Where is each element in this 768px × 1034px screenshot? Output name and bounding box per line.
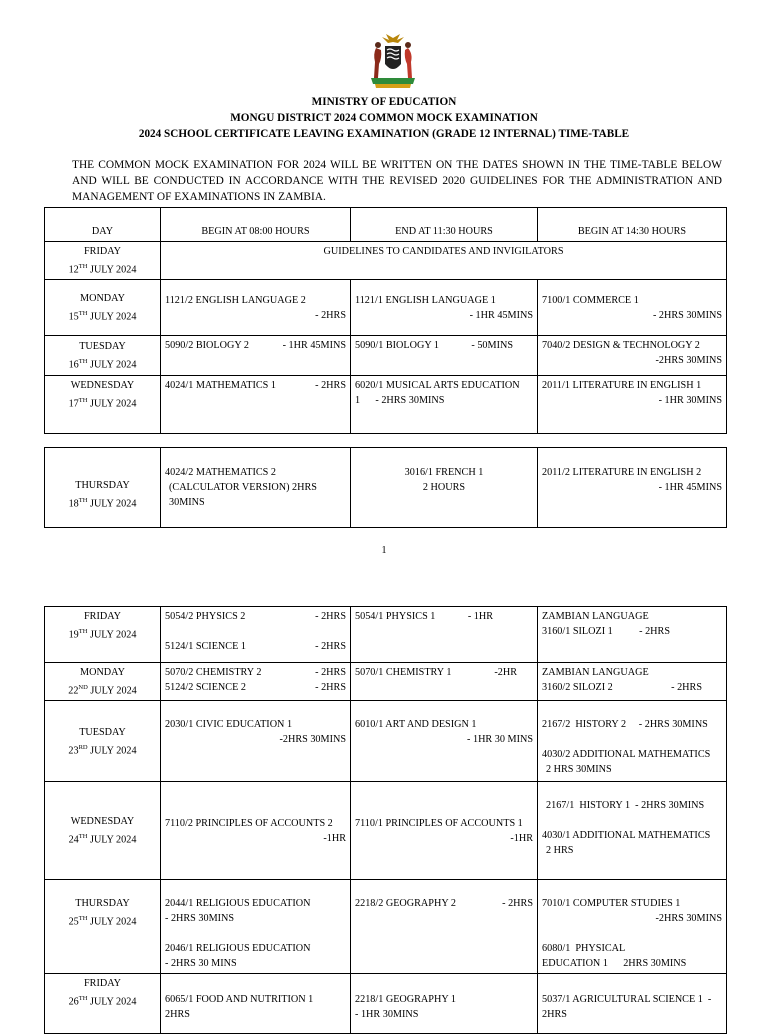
exam-duration: -1HR xyxy=(323,832,346,844)
day-name: THURSDAY xyxy=(75,479,130,491)
timetable-table-3 xyxy=(44,606,727,1034)
exam-cell xyxy=(351,880,538,974)
exam-title: 6010/1 ART AND DESIGN 1 xyxy=(355,719,477,731)
exam-title: 7110/1 PRINCIPLES OF ACCOUNTS 1 xyxy=(355,817,523,829)
exam-cell xyxy=(351,782,538,880)
day-date: 23RD JULY 2024 xyxy=(68,743,137,757)
guidelines-text: GUIDELINES TO CANDIDATES AND INVIGILATORS xyxy=(323,246,564,257)
exam-duration: (CALCULATOR VERSION) 2HRS 30MINS xyxy=(169,482,317,508)
day-cell xyxy=(45,448,161,528)
timetable-title: 2024 SCHOOL CERTIFICATE LEAVING EXAMINATION (GRADE 12 INTERNAL) TIME-TABLE xyxy=(138,128,630,140)
table-row xyxy=(45,607,727,663)
exam-duration: 2HRS xyxy=(165,1009,190,1021)
table-row xyxy=(45,663,727,701)
exam-duration: - 2HRS 30MINS xyxy=(165,913,235,925)
exam-title: ZAMBIAN LANGUAGE xyxy=(542,667,649,678)
day-cell xyxy=(45,336,161,376)
exam-title: 3016/1 FRENCH 1 xyxy=(404,467,484,478)
day-date: 24TH JULY 2024 xyxy=(68,833,137,846)
table-row xyxy=(45,336,727,376)
exam-cell xyxy=(538,336,727,376)
exam-cell xyxy=(351,974,538,1034)
exam-cell xyxy=(538,663,727,701)
exam-cell xyxy=(161,336,351,376)
exam-duration: - 2HRS xyxy=(315,641,346,652)
exam-duration: 2 HRS 30MINS xyxy=(546,764,612,776)
exam-cell xyxy=(351,663,538,701)
exam-duration: - 2HRS 30 MINS xyxy=(165,958,237,970)
exam-cell xyxy=(351,448,538,528)
exam-title: 5054/1 PHYSICS 1 xyxy=(355,611,436,622)
table-row xyxy=(45,974,727,1034)
exam-duration: - 1HR 30 MINS xyxy=(467,734,533,746)
day-cell xyxy=(45,782,161,880)
exam-title: 3160/2 SILOZI 2 xyxy=(542,682,613,693)
exam-title: 4024/2 MATHEMATICS 2 xyxy=(165,467,276,478)
exam-title: 2044/1 RELIGIOUS EDUCATION xyxy=(165,898,311,910)
exam-title: 4030/2 ADDITIONAL MATHEMATICS xyxy=(542,749,711,761)
col-s2-label: END AT 11:30 HOURS xyxy=(395,226,493,237)
day-name: TUESDAY xyxy=(79,341,126,353)
day-cell xyxy=(45,974,161,1034)
day-date: 25TH JULY 2024 xyxy=(68,915,137,928)
exam-title: 5124/2 SCIENCE 2 xyxy=(165,682,246,693)
exam-title: 2046/1 RELIGIOUS EDUCATION xyxy=(165,943,311,955)
exam-title: 2011/2 LITERATURE IN ENGLISH 2 xyxy=(542,467,702,478)
intro-paragraph xyxy=(72,157,722,205)
day-name: FRIDAY xyxy=(84,978,121,990)
exam-title: 7010/1 COMPUTER STUDIES 1 xyxy=(542,898,681,910)
day-cell xyxy=(45,607,161,663)
exam-cell xyxy=(538,280,727,336)
exam-title: 5124/1 SCIENCE 1 xyxy=(165,641,246,652)
table-row xyxy=(45,242,727,280)
exam-duration: -2HRS 30MINS xyxy=(655,913,722,925)
exam-title: 2167/2 HISTORY 2 - 2HRS 30MINS xyxy=(542,719,708,731)
exam-title: 5090/2 BIOLOGY 2 xyxy=(165,340,249,352)
ministry-title: MINISTRY OF EDUCATION xyxy=(311,96,457,108)
exam-title: 6020/1 MUSICAL ARTS EDUCATION xyxy=(355,380,520,392)
exam-duration: - 2HRS xyxy=(671,682,702,693)
exam-duration: -2HRS 30MINS xyxy=(655,355,722,367)
exam-cell xyxy=(351,336,538,376)
exam-duration: - 2HRS xyxy=(315,667,346,678)
exam-duration: 2HRS xyxy=(542,1009,567,1021)
exam-duration: -2HRS 30MINS xyxy=(279,734,346,746)
page-number: 1 xyxy=(381,545,387,556)
exam-title: 7040/2 DESIGN & TECHNOLOGY 2 xyxy=(542,340,700,352)
header-row xyxy=(45,208,727,242)
exam-title: 5037/1 AGRICULTURAL SCIENCE 1 - xyxy=(542,994,712,1006)
day-date: 22ND JULY 2024 xyxy=(68,684,137,697)
guidelines-cell xyxy=(161,242,727,280)
coat-of-arms-emblem xyxy=(366,34,420,90)
exam-cell xyxy=(351,701,538,782)
day-date: 26TH JULY 2024 xyxy=(68,995,137,1008)
exam-duration: -2HR xyxy=(494,667,517,678)
exam-title: 1121/1 ENGLISH LANGUAGE 1 xyxy=(355,294,496,306)
exam-title: 2218/1 GEOGRAPHY 1 xyxy=(355,994,456,1006)
exam-duration: - 2HRS xyxy=(315,309,346,321)
exam-cell xyxy=(351,280,538,336)
exam-cell xyxy=(161,376,351,434)
exam-title: 2030/1 CIVIC EDUCATION 1 xyxy=(165,719,293,731)
exam-cell xyxy=(161,448,351,528)
intro-text: THE COMMON MOCK EXAMINATION FOR 2024 WILL BE WRITTEN ON THE DATES SHOWN IN THE TIME-TABLE BELOW AND WILL BE CONDUCTED IN ACCORDANCE WITH THE REVISED 2020 GUIDELINES FOR THE ADMINISTRATION AND MANAGEMENT OF EXAMINATIONS IN ZAMBIA. xyxy=(72,159,722,203)
col-day-label: DAY xyxy=(91,226,114,237)
timetable-table-2 xyxy=(44,447,727,528)
exam-cell xyxy=(161,280,351,336)
exam-cell xyxy=(538,701,727,782)
exam-cell xyxy=(351,376,538,434)
exam-duration: EDUCATION 1 2HRS 30MINS xyxy=(542,958,687,970)
exam-duration: - 2HRS xyxy=(502,898,533,910)
day-name: MONDAY xyxy=(80,293,125,305)
exam-title: 1121/2 ENGLISH LANGUAGE 2 xyxy=(165,294,306,306)
col-header-s1 xyxy=(161,208,351,242)
exam-duration: - 1HR 30MINS xyxy=(658,395,722,407)
exam-duration: - 1HR xyxy=(467,611,493,622)
table-row xyxy=(45,280,727,336)
exam-cell xyxy=(538,607,727,663)
day-name: WEDNESDAY xyxy=(70,816,135,828)
day-date: 17TH JULY 2024 xyxy=(68,397,137,410)
col-header-day xyxy=(45,208,161,242)
exam-cell xyxy=(538,376,727,434)
exam-title: 6080/1 PHYSICAL xyxy=(542,943,626,955)
exam-duration: - 2HRS xyxy=(315,380,346,392)
day-name: MONDAY xyxy=(80,667,125,678)
exam-cell xyxy=(161,663,351,701)
day-name: WEDNESDAY xyxy=(70,380,135,392)
table-row xyxy=(45,782,727,880)
day-name: FRIDAY xyxy=(84,611,121,622)
day-name: FRIDAY xyxy=(84,246,121,257)
day-cell xyxy=(45,376,161,434)
exam-title: 3160/1 SILOZI 1 xyxy=(542,626,613,637)
exam-duration: - 2HRS xyxy=(639,626,670,637)
exam-cell xyxy=(538,782,727,880)
day-cell xyxy=(45,242,161,280)
exam-title: 5070/1 CHEMISTRY 1 xyxy=(355,667,452,678)
exam-cell xyxy=(161,880,351,974)
timetable-table-1 xyxy=(44,207,727,434)
exam-cell xyxy=(538,974,727,1034)
exam-title: 7100/1 COMMERCE 1 xyxy=(542,294,639,306)
day-cell xyxy=(45,701,161,782)
day-cell xyxy=(45,280,161,336)
exam-title: 4030/1 ADDITIONAL MATHEMATICS xyxy=(542,830,711,842)
exam-cell xyxy=(538,880,727,974)
exam-cell xyxy=(351,607,538,663)
exam-duration: - 2HRS 30MINS xyxy=(652,309,722,321)
exam-title: ZAMBIAN LANGUAGE xyxy=(542,611,649,622)
day-date: 19TH JULY 2024 xyxy=(68,628,137,641)
col-s3-label: BEGIN AT 14:30 HOURS xyxy=(577,226,687,237)
exam-duration: - 1HR 30MINS xyxy=(355,1009,419,1021)
day-date: 15TH JULY 2024 xyxy=(68,310,137,323)
day-name: THURSDAY xyxy=(75,898,130,910)
exam-title: 2011/1 LITERATURE IN ENGLISH 1 xyxy=(542,380,702,392)
day-cell xyxy=(45,880,161,974)
exam-title: 6065/1 FOOD AND NUTRITION 1 xyxy=(165,994,314,1006)
exam-title: MONGU DISTRICT 2024 COMMON MOCK EXAMINATION xyxy=(230,112,538,124)
day-cell xyxy=(45,663,161,701)
table-row xyxy=(45,448,727,528)
exam-title: 2167/1 HISTORY 1 - 2HRS 30MINS xyxy=(546,800,705,812)
exam-title: 2218/2 GEOGRAPHY 2 xyxy=(355,898,456,910)
exam-title: 4024/1 MATHEMATICS 1 xyxy=(165,380,276,392)
col-s1-label: BEGIN AT 08:00 HOURS xyxy=(201,226,310,237)
exam-duration: 2 HRS xyxy=(546,845,574,857)
exam-cell xyxy=(161,782,351,880)
exam-duration: 1 - 2HRS 30MINS xyxy=(355,395,445,407)
day-date: 12TH JULY 2024 xyxy=(68,263,137,276)
exam-duration: - 2HRS xyxy=(315,611,346,622)
day-name: TUESDAY xyxy=(79,726,126,738)
exam-cell xyxy=(161,607,351,663)
exam-title: 5090/1 BIOLOGY 1 xyxy=(355,340,439,352)
exam-duration: - 1HR 45MINS xyxy=(469,309,533,321)
exam-duration: - 2HRS xyxy=(315,682,346,693)
day-date: 16TH JULY 2024 xyxy=(68,358,137,371)
exam-cell xyxy=(161,701,351,782)
exam-duration: - 50MINS xyxy=(471,340,513,352)
exam-title: 7110/2 PRINCIPLES OF ACCOUNTS 2 xyxy=(165,817,333,829)
col-header-s2 xyxy=(351,208,538,242)
table-row xyxy=(45,880,727,974)
exam-title: 5070/2 CHEMISTRY 2 xyxy=(165,667,262,678)
day-date: 18TH JULY 2024 xyxy=(68,496,137,509)
exam-duration: 2 HOURS xyxy=(422,482,466,493)
exam-duration: -1HR xyxy=(510,832,533,844)
exam-cell xyxy=(161,974,351,1034)
table-row xyxy=(45,376,727,434)
exam-duration: - 1HR 45MINS xyxy=(658,482,722,493)
exam-title: 5054/2 PHYSICS 2 xyxy=(165,611,246,622)
exam-cell xyxy=(538,448,727,528)
table-row xyxy=(45,701,727,782)
col-header-s3 xyxy=(538,208,727,242)
exam-duration: - 1HR 45MINS xyxy=(282,340,346,352)
